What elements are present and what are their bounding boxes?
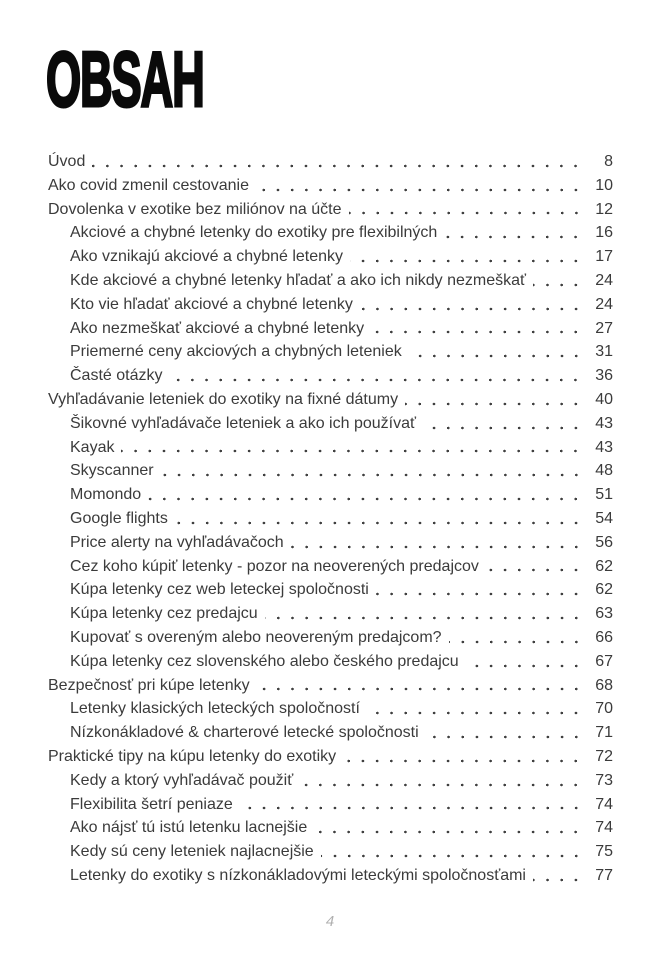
- toc-entry-label: Nízkonákladové & charterové letecké spoločnosti: [70, 724, 419, 742]
- toc-entry-page-number: 10: [595, 176, 613, 194]
- page-title: OBSAH: [46, 35, 204, 123]
- toc-dot-leader: [257, 674, 587, 698]
- toc-entry[interactable]: [48, 840, 613, 864]
- toc-entry[interactable]: [48, 198, 613, 222]
- toc-entry[interactable]: [48, 245, 613, 269]
- toc-dot-leader: [291, 531, 587, 555]
- toc-entry[interactable]: [48, 602, 613, 626]
- toc-entry[interactable]: [48, 293, 613, 317]
- toc-dot-leader: [426, 721, 587, 745]
- toc-dot-leader: [314, 816, 587, 840]
- toc-entry-page-number: 66: [595, 628, 613, 646]
- toc-entry-page-number: 16: [595, 224, 613, 242]
- toc-entry-label: Kúpa letenky cez web leteckej spoločnosti: [70, 581, 369, 599]
- toc-entry-label: Dovolenka v exotike bez miliónov na účte: [48, 200, 342, 218]
- toc-entry-page-number: 73: [595, 771, 613, 789]
- toc-entry[interactable]: [48, 555, 613, 579]
- toc-entry-label: Kayak: [70, 438, 115, 456]
- toc-entry-label: Časté otázky: [70, 367, 163, 385]
- toc-entry[interactable]: [48, 150, 613, 174]
- toc-entry[interactable]: [48, 388, 613, 412]
- toc-entry-page-number: 63: [595, 605, 613, 623]
- toc-list: [48, 150, 613, 888]
- toc-entry-page-number: 77: [595, 866, 613, 884]
- toc-dot-leader: [360, 293, 587, 317]
- toc-dot-leader: [175, 507, 587, 531]
- toc-dot-leader: [371, 317, 587, 341]
- toc-entry-page-number: 62: [595, 557, 613, 575]
- toc-entry[interactable]: [48, 174, 613, 198]
- toc-dot-leader: [466, 650, 587, 674]
- toc-dot-leader: [169, 364, 587, 388]
- toc-entry[interactable]: [48, 745, 613, 769]
- toc-entry[interactable]: [48, 697, 613, 721]
- toc-dot-leader: [265, 602, 587, 626]
- toc-entry-label: Skyscanner: [70, 462, 154, 480]
- toc-entry-label: Flexibilita šetrí peniaze: [70, 795, 233, 813]
- toc-entry[interactable]: [48, 650, 613, 674]
- toc-entry[interactable]: [48, 674, 613, 698]
- toc-entry-page-number: 36: [595, 367, 613, 385]
- toc-entry-page-number: 56: [595, 533, 613, 551]
- toc-entry-page-number: 17: [595, 248, 613, 266]
- toc-dot-leader: [423, 412, 587, 436]
- toc-entry-label: Kde akciové a chybné letenky hľadať a ako ich nikdy nezmeškať: [70, 271, 527, 289]
- toc-dot-leader: [405, 388, 587, 412]
- toc-dot-leader: [121, 436, 587, 460]
- toc-entry-page-number: 8: [604, 153, 613, 170]
- toc-entry-page-number: 75: [595, 843, 613, 861]
- toc-dot-leader: [449, 626, 587, 650]
- toc-dot-leader: [533, 864, 587, 888]
- toc-entry[interactable]: [48, 578, 613, 602]
- toc-entry-page-number: 24: [595, 271, 613, 289]
- toc-entry[interactable]: [48, 816, 613, 840]
- toc-entry[interactable]: [48, 793, 613, 817]
- toc-entry-page-number: 31: [595, 343, 613, 361]
- toc-entry[interactable]: [48, 340, 613, 364]
- toc-entry-label: Kúpa letenky cez slovenského alebo českého predajcu: [70, 652, 459, 670]
- footer-page-number: 4: [325, 913, 335, 930]
- toc-entry-page-number: 40: [595, 390, 613, 408]
- toc-dot-leader: [444, 221, 587, 245]
- toc-entry-label: Akciové a chybné letenky do exotiky pre flexibilných: [70, 224, 438, 242]
- toc-entry-page-number: 68: [595, 676, 613, 694]
- toc-dot-leader: [161, 459, 587, 483]
- toc-entry[interactable]: [48, 459, 613, 483]
- toc-entry-label: Kúpa letenky cez predajcu: [70, 605, 258, 623]
- toc-entry-label: Kupovať s overeným alebo neovereným predajcom?: [70, 628, 442, 646]
- toc-entry-page-number: 27: [595, 319, 613, 337]
- toc-entry-page-number: 51: [595, 486, 613, 504]
- toc-entry-label: Momondo: [70, 486, 142, 504]
- toc-entry-page-number: 74: [595, 795, 613, 813]
- toc-entry-label: Google flights: [70, 509, 168, 527]
- toc-dot-leader: [321, 840, 587, 864]
- toc-dot-leader: [349, 198, 588, 222]
- toc-entry-label: Úvod: [48, 153, 86, 170]
- toc-entry[interactable]: [48, 364, 613, 388]
- toc-entry-page-number: 72: [595, 747, 613, 765]
- toc-entry-label: Ako vznikajú akciové a chybné letenky: [70, 248, 344, 266]
- toc-entry[interactable]: [48, 317, 613, 341]
- toc-dot-leader: [367, 697, 587, 721]
- toc-entry-label: Cez koho kúpiť letenky - pozor na neoverených predajcov: [70, 557, 479, 575]
- toc-entry-label: Ako covid zmenil cestovanie: [48, 176, 249, 194]
- toc-dot-leader: [350, 245, 587, 269]
- toc-entry[interactable]: [48, 412, 613, 436]
- toc-entry-label: Kto vie hľadať akciové a chybné letenky: [70, 295, 353, 313]
- toc-entry-page-number: 67: [595, 652, 613, 670]
- toc-dot-leader: [343, 745, 587, 769]
- toc-entry-label: Ako nájsť tú istú letenku lacnejšie: [70, 819, 308, 837]
- toc-dot-leader: [409, 340, 587, 364]
- toc-entry-label: Bezpečnosť pri kúpe letenky: [48, 676, 250, 694]
- toc-entry[interactable]: [48, 483, 613, 507]
- toc-entry-page-number: 12: [595, 200, 613, 218]
- toc-entry-label: Letenky do exotiky s nízkonákladovými leteckými spoločnosťami: [70, 866, 526, 884]
- toc-dot-leader: [256, 174, 587, 198]
- toc-entry-label: Priemerné ceny akciových a chybných leteniek: [70, 343, 402, 361]
- toc-entry-label: Praktické tipy na kúpu letenky do exotiky: [48, 747, 337, 765]
- toc-dot-leader: [92, 150, 587, 174]
- toc-entry[interactable]: [48, 269, 613, 293]
- toc-entry-label: Letenky klasických leteckých spoločností: [70, 700, 360, 718]
- toc-entry-page-number: 74: [595, 819, 613, 837]
- toc-entry[interactable]: [48, 626, 613, 650]
- toc-entry[interactable]: [48, 769, 613, 793]
- toc-dot-leader: [533, 269, 587, 293]
- toc-entry-label: Šikovné vyhľadávače leteniek a ako ich používať: [70, 414, 416, 432]
- toc-dot-leader: [486, 555, 587, 579]
- toc-entry-label: Kedy sú ceny leteniek najlacnejšie: [70, 843, 314, 861]
- toc-entry-page-number: 71: [595, 724, 613, 742]
- toc-dot-leader: [148, 483, 587, 507]
- toc-entry-page-number: 70: [595, 700, 613, 718]
- toc-entry-page-number: 54: [595, 509, 613, 527]
- toc-entry-label: Kedy a ktorý vyhľadávač použiť: [70, 771, 294, 789]
- toc-entry-page-number: 43: [595, 438, 613, 456]
- toc-entry[interactable]: [48, 221, 613, 245]
- toc-dot-leader: [240, 793, 587, 817]
- toc-entry-label: Ako nezmeškať akciové a chybné letenky: [70, 319, 365, 337]
- toc-dot-leader: [376, 578, 587, 602]
- toc-entry-page-number: 62: [595, 581, 613, 599]
- toc-entry-page-number: 24: [595, 295, 613, 313]
- toc-entry-page-number: 43: [595, 414, 613, 432]
- toc-dot-leader: [300, 769, 587, 793]
- toc-entry[interactable]: [48, 507, 613, 531]
- toc-entry[interactable]: [48, 436, 613, 460]
- toc-entry[interactable]: [48, 531, 613, 555]
- toc-entry[interactable]: [48, 721, 613, 745]
- toc-entry[interactable]: [48, 864, 613, 888]
- toc-entry-label: Vyhľadávanie leteniek do exotiky na fixné dátumy: [48, 390, 399, 408]
- toc-entry-label: Price alerty na vyhľadávačoch: [70, 533, 284, 551]
- toc-entry-page-number: 48: [595, 462, 613, 480]
